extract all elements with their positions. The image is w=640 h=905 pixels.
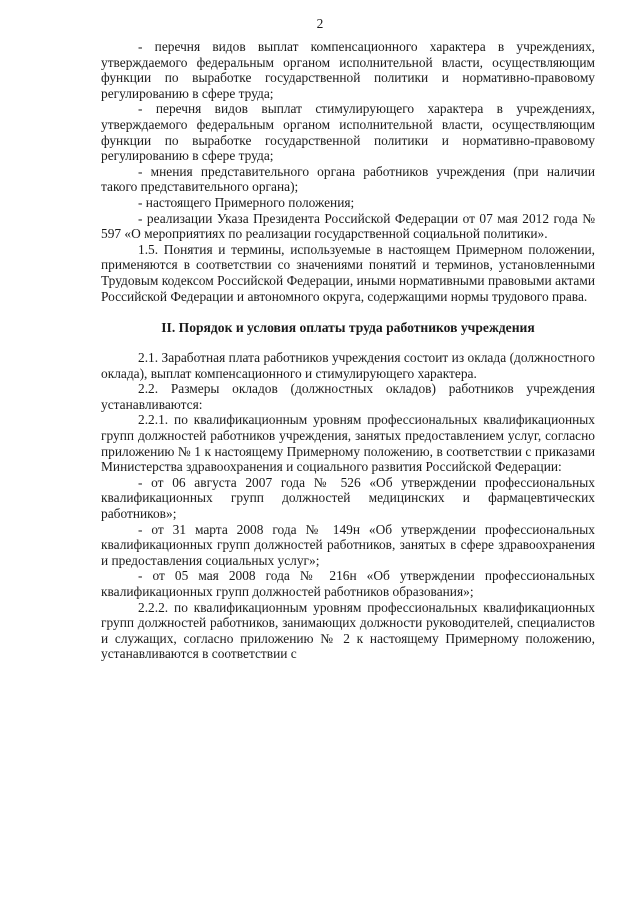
paragraph: 1.5. Понятия и термины, используемые в настоящем Примерном положении, применяются в соответствии со значениями понятий и терминов, установленными Трудовым кодексом Российской Федерации, иными нормативными правовыми актами Российской Федерации и автономного округа, содержащими нормы трудового права. <box>101 241 595 304</box>
paragraph: 2.2.1. по квалификационным уровням профессиональных квалификационных групп должностей работников учреждения, занятых предоставлением услуг, согласно приложению № 1 к настоящему Примерному положению, в соответствии с приказами Министерства здравоохранения и социального развития Российской Федерации: <box>101 412 595 475</box>
paragraph: 2.2.2. по квалификационным уровням профессиональных квалификационных групп должностей работников, занимающих должности руководителей, специалистов и служащих, согласно приложению № 2 к настоящему Примерному положению, устанавливаются в соответствии с <box>101 599 595 662</box>
paragraph: - реализации Указа Президента Российской Федерации от 07 мая 2012 года № 597 «О мероприятиях по реализации государственной социальной политики». <box>101 210 595 242</box>
paragraph: 2.1. Заработная плата работников учреждения состоит из оклада (должностного оклада), выплат компенсационного и стимулирующего характера. <box>101 350 595 381</box>
section-heading: II. Порядок и условия оплаты труда работников учреждения <box>161 320 535 336</box>
paragraph: - мнения представительного органа работников учреждения (при наличии такого представительного органа); <box>101 163 595 195</box>
paragraph: - от 31 марта 2008 года № 149н «Об утверждении профессиональных квалификационных групп должностей работников, занятых в сфере здравоохранения и предоставления социальных услуг»; <box>101 521 595 568</box>
paragraph: - от 06 августа 2007 года № 526 «Об утверждении профессиональных квалификационных групп должностей медицинских и фармацевтических работников»; <box>101 474 595 522</box>
document-body <box>101 39 595 662</box>
paragraph: - от 05 мая 2008 года № 216н «Об утверждении профессиональных квалификационных групп должностей работников образования»; <box>101 568 595 599</box>
paragraph: 2.2. Размеры окладов (должностных окладов) работников учреждения устанавливаются: <box>101 381 595 412</box>
paragraph: - перечня видов выплат стимулирующего характера в учреждениях, утверждаемого федеральным органом исполнительной власти, осуществляющим функции по выработке государственной политики и нормативно-правовому регулированию в сфере труда; <box>101 101 595 164</box>
paragraph: - перечня видов выплат компенсационного характера в учреждениях, утверждаемого федеральным органом исполнительной власти, осуществляющим функции по выработке государственной политики и нормативно-правовому регулированию в сфере труда; <box>101 39 595 101</box>
page-number: 2 <box>316 16 324 31</box>
paragraph: - настоящего Примерного положения; <box>138 194 355 210</box>
